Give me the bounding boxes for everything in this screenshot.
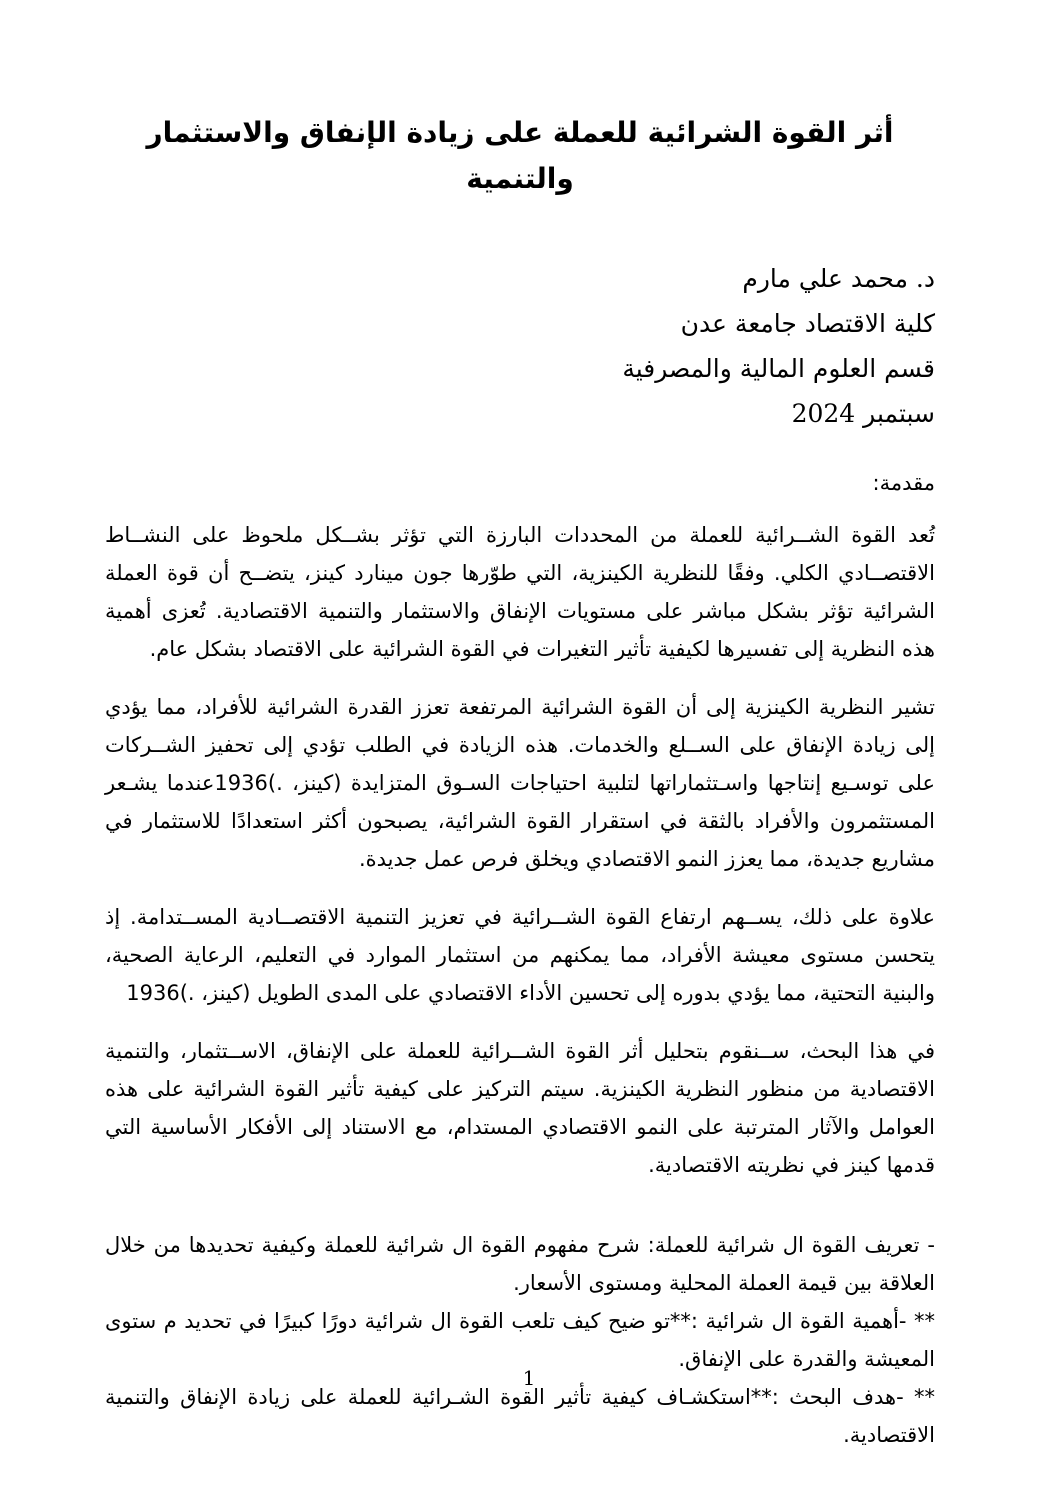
research-points-list <box>105 1226 935 1454</box>
bullet-definition-purchasing-power: - تعريف القوة ال شرائية للعملة: شرح مفهوم القوة ال شرائية للعملة وكيفية تحديدها من خلال العلاقة بين قيمة العملة المحلية ومستوى الأسعار. <box>105 1233 935 1295</box>
intro-paragraph-2: تشير النظرية الكينزية إلى أن القوة الشرائية المرتفعة تعزز القدرة الشرائية للأفراد، مما يؤدي إلى زيادة الإنفاق على الســلع والخدمات. هذه الزيادة في الطلب تؤدي إلى تحفيز الشــركات على توسـيع إنتاجها واسـتثماراتها لتلبية احتياجات السـوق المتزايدة (كينز، .)1936عندما يشـعر المستثمرون والأفراد بالثقة في استقرار القوة الشرائية، يصبحون أكثر استعدادًا للاستثمار في مشاريع جديدة، مما يعزز النمو الاقتصادي ويخلق فرص عمل جديدة. <box>105 695 935 871</box>
bullet-research-objective: ** -هدف البحث :**استكشـاف كيفية تأثير القوة الشـرائية للعملة على زيادة الإنفاق والتنمية الاقتصادية. <box>105 1385 935 1447</box>
author-block <box>105 256 935 436</box>
author-faculty: كلية الاقتصاد جامعة عدن <box>680 309 935 338</box>
introduction-heading: مقدمة: <box>872 471 935 495</box>
intro-paragraph-3: علاوة على ذلك، يســهم ارتفاع القوة الشــرائية في تعزيز التنمية الاقتصــادية المســتدامة. إذ يتحسن مستوى معيشة الأفراد، مما يمكنهم من استثمار الموارد في التعليم، الرعاية الصحية، والبنية التحتية، مما يؤدي بدوره إلى تحسين الأداء الاقتصادي على المدى الطويل (كينز، .)1936 <box>105 905 935 1005</box>
author-name: د. محمد علي مارم <box>742 264 935 293</box>
intro-paragraph-1: تُعد القوة الشــرائية للعملة من المحددات البارزة التي تؤثر بشــكل ملحوظ على النشــاط الاقتصــادي الكلي. وفقًا للنظرية الكينزية، التي طوّرها جون مينارد كينز، يتضــح أن قوة العملة الشرائية تؤثر بشكل مباشر على مستويات الإنفاق والاستثمار والتنمية الاقتصادية. تُعزى أهمية هذه النظرية إلى تفسيرها لكيفية تأثير التغيرات في القوة الشرائية على الاقتصاد بشكل عام. <box>105 523 935 661</box>
author-department: قسم العلوم المالية والمصرفية <box>622 354 935 383</box>
intro-paragraph-4: في هذا البحث، ســنقوم بتحليل أثر القوة الشــرائية للعملة على الإنفاق، الاســتثمار، والتنمية الاقتصادية من منظور النظرية الكينزية. سيتم التركيز على كيفية تأثير القوة الشرائية على هذه العوامل والآثار المترتبة على النمو الاقتصادي المستدام، مع الاستناد إلى الأفكار الأساسية التي قدمها كينز في نظريته الاقتصادية. <box>105 1039 935 1177</box>
bullet-importance-purchasing-power: ** -أهمية القوة ال شرائية :**تو ضيح كيف تلعب القوة ال شرائية دورًا كبيرًا في تحديد م ستوى المعيشة والقدرة على الإنفاق. <box>105 1309 935 1371</box>
page-number: 1 <box>522 1366 536 1390</box>
document-title: أثر القوة الشرائية للعملة على زيادة الإنفاق والاستثمار والتنمية <box>146 116 894 195</box>
publication-date: سبتمبر 2024 <box>791 399 935 428</box>
introduction-body <box>105 516 935 1454</box>
